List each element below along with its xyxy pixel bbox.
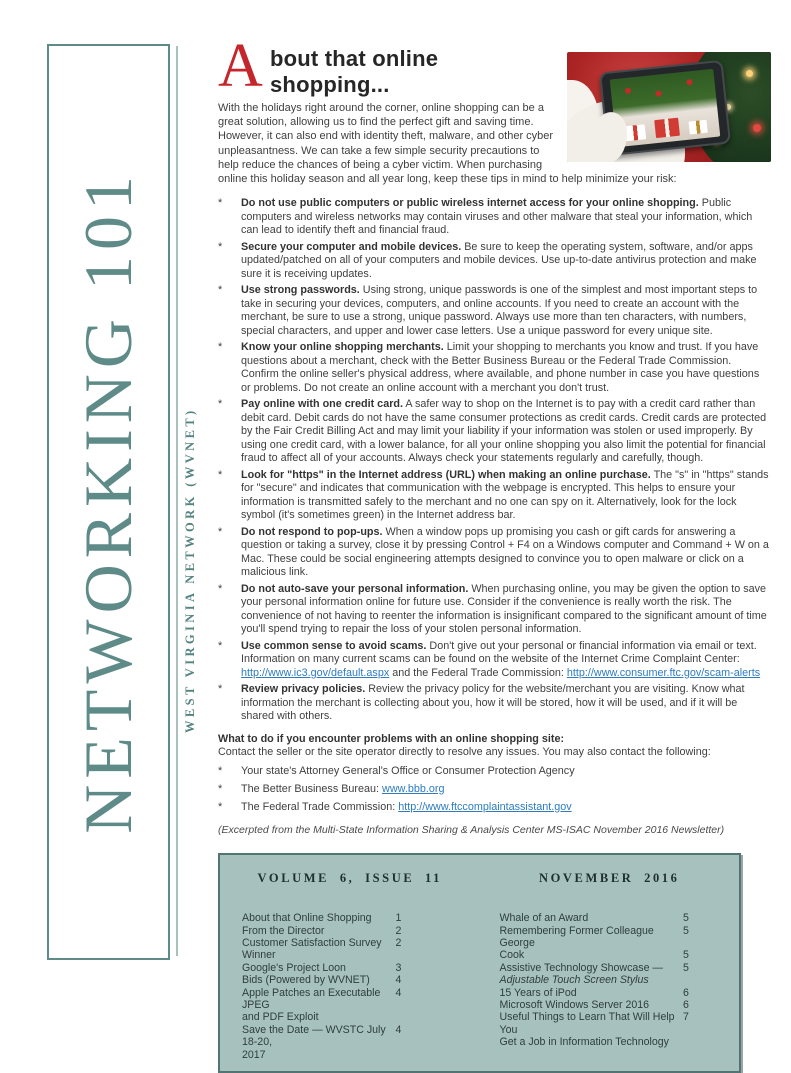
toc-entry-page: 4 bbox=[395, 1023, 402, 1036]
toc-date-header: NOVEMBER 2016 bbox=[538, 871, 680, 886]
tip-bold-lead: Know your online shopping merchants. bbox=[241, 341, 444, 354]
problems-item bbox=[218, 801, 771, 815]
toc-entry bbox=[500, 949, 698, 961]
tip-bold-lead: Review privacy policies. bbox=[241, 683, 366, 696]
toc-entry-page: 2 bbox=[395, 937, 402, 950]
tip-bold-lead: Pay online with one credit card. bbox=[241, 398, 403, 411]
tip-bold-lead: Secure your computer and mobile devices. bbox=[241, 240, 462, 253]
asterisk-bullet-icon: * bbox=[218, 197, 223, 210]
text-segment: Review the privacy policy for the website/merchant you are visiting. Know what information the merchant is collecting about you, how it will be stored, how it will be used, and if it will be shared with others. bbox=[241, 683, 745, 723]
tree-light-icon bbox=[746, 70, 753, 77]
text-segment: Using strong, unique passwords is one of the simplest and most important steps to take in securing your devices, computers, and online accounts. If you need to create an account with the merchant, be sure to use a strong, unique password. Always use more than ten characters, with numbers, special characters, and upper and lower case letters. Use a unique password for every unique site. bbox=[241, 284, 758, 337]
toc-entry-page: 5 bbox=[683, 912, 689, 925]
toc-entry-label: About that Online Shopping bbox=[242, 912, 372, 925]
toc-entry bbox=[242, 937, 410, 962]
toc-entry bbox=[242, 925, 410, 937]
asterisk-bullet-icon: * bbox=[218, 764, 223, 777]
toc-entry bbox=[500, 962, 698, 974]
text-segment: The Federal Trade Commission: bbox=[241, 800, 399, 813]
toc-entry-page: 5 bbox=[683, 949, 689, 962]
toc-volume-header: VOLUME 6, ISSUE 11 bbox=[257, 871, 442, 886]
toc-entry-page: 6 bbox=[683, 999, 689, 1012]
toc-entry-page: 7 bbox=[683, 1011, 689, 1024]
text-segment: A safer way to shop on the Internet is to pay with a credit card rather than debit card. Debit cards do not have the same consumer protections as credit cards. Credit cards are protected by the Fair Credit Billing Act and may limit your liability if your information was stolen or used improperly. By using one credit card, with a lower balance, for all your online shopping you also limit the potential for financial fraud to affect all of your accounts. Always check your statements regularly and carefully, though. bbox=[241, 398, 767, 465]
asterisk-bullet-icon: * bbox=[218, 398, 223, 411]
problems-item bbox=[218, 783, 771, 797]
text-segment: Limit your shopping to merchants you know and trust. If you have questions about a merchant, check with the Better Business Bureau or the Federal Trade Commission. Confirm the online seller's physical address, where available, and phone number in case you have questions or problems. Do not create an online account with a merchant you don't trust. bbox=[241, 341, 760, 394]
tip-item bbox=[218, 241, 771, 282]
gift-box-icon bbox=[625, 124, 646, 141]
toc-entry-page: 4 bbox=[395, 974, 402, 987]
toc-entry-label: Useful Things to Learn That Will Help You bbox=[499, 1011, 675, 1036]
text-segment: and the Federal Trade Commission: bbox=[389, 666, 567, 679]
toc-entry bbox=[242, 1011, 410, 1023]
tip-item bbox=[218, 526, 771, 580]
toc-entry-label: Save the Date — WVSTC July 18-20, bbox=[242, 1023, 386, 1049]
toc-entry-label: 15 Years of iPod bbox=[499, 986, 577, 999]
toc-entry-label: Customer Satisfaction Survey Winner bbox=[242, 937, 382, 962]
text-segment: When purchasing online, you may be given the option to save your personal information online for future use. Consider if the convenience is really worth the risk. The convenience of not having to reenter the information is insignificant compared to the significant amount of time you'll spend trying to repair the loss of your stolen personal information. bbox=[241, 582, 767, 636]
toc-entry-page bbox=[683, 974, 697, 986]
toc-entry-label: Apple Patches an Executable JPEG bbox=[242, 986, 381, 1012]
toc-entry bbox=[500, 925, 698, 950]
inline-link[interactable]: http://www.ftccomplaintassistant.gov bbox=[398, 800, 572, 813]
gift-box-icon bbox=[654, 118, 680, 138]
dropcap-letter: A bbox=[218, 32, 263, 100]
tree-light-icon bbox=[753, 124, 761, 132]
text-segment: Your state's Attorney General's Office or Consumer Protection Agency bbox=[241, 764, 575, 777]
toc-entry bbox=[242, 1024, 410, 1049]
asterisk-bullet-icon: * bbox=[218, 683, 223, 696]
garland-berry-icon bbox=[686, 79, 693, 86]
tip-bold-lead: Do not respond to pop-ups. bbox=[241, 525, 383, 538]
toc-entry bbox=[242, 974, 410, 986]
toc-entry bbox=[500, 999, 698, 1011]
toc-entry-page: 3 bbox=[395, 961, 402, 974]
toc-entry-label: 2017 bbox=[242, 1048, 266, 1061]
newsletter-banner bbox=[47, 44, 170, 960]
toc-entry-label: Whale of an Award bbox=[499, 912, 589, 925]
toc-entry-label: Bids (Powered by WVNET) bbox=[242, 974, 370, 987]
vertical-divider bbox=[176, 46, 178, 956]
toc-entry bbox=[500, 974, 698, 986]
toc-entry bbox=[500, 1036, 698, 1048]
toc-entry-page: 5 bbox=[683, 924, 689, 937]
toc-entry bbox=[242, 912, 410, 924]
toc-entry bbox=[242, 987, 410, 1012]
toc-rows-right bbox=[480, 912, 740, 1048]
tip-bold-lead: Use common sense to avoid scams. bbox=[241, 639, 427, 652]
toc-entry-page bbox=[396, 1049, 410, 1061]
organization-name-vertical: WEST VIRGINIA NETWORK (WVNET) bbox=[183, 407, 197, 733]
asterisk-bullet-icon: * bbox=[218, 284, 223, 297]
asterisk-bullet-icon: * bbox=[218, 582, 223, 595]
toc-entry-label: Cook bbox=[499, 949, 525, 962]
toc-entry-label: Remembering Former Colleague George bbox=[499, 924, 654, 950]
asterisk-bullet-icon: * bbox=[218, 639, 223, 652]
tips-list bbox=[218, 197, 771, 724]
toc-entry bbox=[242, 1049, 410, 1061]
text-segment: Don't give out your personal or financial information via email or text. Information on many current scams can be found on the website of the Internet Crime Complaint Center: bbox=[241, 639, 757, 666]
text-segment: The "s" in "https" stands for "secure" and indicates that communication with the webpage is encrypted. This helps to ensure your information is transmitted safely to the merchant and no one can spy on it. Alternatively, look for the lock symbol (it's sometimes green) in the Internet address bar. bbox=[241, 468, 769, 522]
toc-entry-page: 4 bbox=[395, 986, 402, 999]
gift-box-icon bbox=[689, 120, 708, 135]
problems-list bbox=[218, 765, 771, 815]
tip-bold-lead: Do not auto-save your personal information. bbox=[241, 582, 469, 595]
tip-item bbox=[218, 284, 771, 338]
toc-rows-left bbox=[220, 912, 480, 1061]
tip-item bbox=[218, 398, 771, 466]
problems-intro: Contact the seller or the site operator directly to resolve any issues. You may also contact the following: bbox=[218, 746, 711, 759]
asterisk-bullet-icon: * bbox=[218, 341, 223, 354]
toc-entry-page: 6 bbox=[683, 986, 689, 999]
newsletter-title-vertical: NETWORKING 101 bbox=[70, 170, 146, 834]
toc-entry-label: Google's Project Loon bbox=[242, 961, 346, 974]
tip-bold-lead: Look for "https" in the Internet address (URL) when making an online purchase. bbox=[241, 468, 651, 481]
toc-entry-page: 5 bbox=[683, 961, 689, 974]
toc-entry-page bbox=[396, 1011, 410, 1023]
tip-item bbox=[218, 197, 771, 238]
toc-entry-label: Assistive Technology Showcase — bbox=[499, 961, 663, 974]
tip-item bbox=[218, 469, 771, 523]
inline-link[interactable]: http://www.ic3.gov/default.aspx bbox=[241, 666, 390, 679]
toc-entry-label: Microsoft Windows Server 2016 bbox=[499, 999, 650, 1012]
garland-berry-icon bbox=[625, 87, 632, 94]
toc-entry-page: 2 bbox=[395, 924, 402, 937]
asterisk-bullet-icon: * bbox=[218, 468, 223, 481]
tip-item bbox=[218, 640, 771, 681]
santa-tablet-photo bbox=[567, 52, 771, 162]
text-segment: Public computers and wireless networks may contain viruses and other malware that steal your information, which can lead to identify theft and financial fraud. bbox=[241, 197, 753, 237]
toc-entry-label: and PDF Exploit bbox=[242, 1011, 319, 1024]
inline-link[interactable]: www.bbb.org bbox=[382, 782, 445, 795]
inline-link[interactable]: http://www.consumer.ftc.gov/scam-alerts bbox=[566, 666, 761, 679]
toc-entry bbox=[500, 987, 698, 999]
text-segment: Be sure to keep the operating system, software, and/or apps updated/patched on all of your computers and mobile devices. Use up-to-date antivirus protection and make sure it is receiving updates. bbox=[241, 240, 757, 280]
tip-item bbox=[218, 583, 771, 637]
garland-berry-icon bbox=[655, 90, 662, 97]
toc-entry-label: From the Director bbox=[242, 924, 325, 937]
toc-col-right bbox=[480, 871, 740, 1071]
toc-entry-page bbox=[683, 1036, 697, 1048]
tip-item bbox=[218, 341, 771, 395]
asterisk-bullet-icon: * bbox=[218, 240, 223, 253]
toc-entry bbox=[500, 912, 698, 924]
problems-heading: What to do if you encounter problems with an online shopping site: bbox=[218, 732, 565, 745]
article-intro: With the holidays right around the corner, online shopping can be a great solution, allowing us to find the perfect gift and saving time. However, it can also end with identity theft, malware, and other cyber unpleasantness. We can take a few simple security precautions to help reduce the chances of being a cyber victim. When purchasing online this holiday season and all year long, keep these tips in mind to help minimize your risk: bbox=[218, 102, 677, 186]
article-title: bout that online shopping... bbox=[270, 46, 439, 97]
asterisk-bullet-icon: * bbox=[218, 525, 223, 538]
toc-entry bbox=[242, 962, 410, 974]
text-segment: The Better Business Bureau: bbox=[241, 782, 383, 795]
toc-entry-label: Adjustable Touch Screen Stylus bbox=[499, 974, 649, 987]
toc-entry-page: 1 bbox=[395, 912, 402, 925]
text-segment: When a window pops up promising you cash or gift cards for answering a question or taking a survey, close it by pressing Control + F4 on a Windows computer and Command + W on a Mac. These could be social engineering attempts designed to convince you to open malware or click on a malicious link. bbox=[241, 525, 769, 579]
excerpt-note: (Excerpted from the Multi-State Information Sharing & Analysis Center MS-ISAC November 2016 Newsletter) bbox=[218, 824, 725, 837]
toc-box bbox=[218, 853, 741, 1073]
asterisk-bullet-icon: * bbox=[218, 800, 223, 813]
tip-item bbox=[218, 683, 771, 724]
tip-bold-lead: Do not use public computers or public wireless internet access for your online shopping. bbox=[241, 197, 699, 210]
problems-item bbox=[218, 765, 771, 779]
asterisk-bullet-icon: * bbox=[218, 782, 223, 795]
toc-col-left bbox=[220, 871, 480, 1071]
tip-bold-lead: Use strong passwords. bbox=[241, 284, 360, 297]
toc-entry-label: Get a Job in Information Technology bbox=[499, 1036, 669, 1049]
article bbox=[218, 32, 771, 1073]
